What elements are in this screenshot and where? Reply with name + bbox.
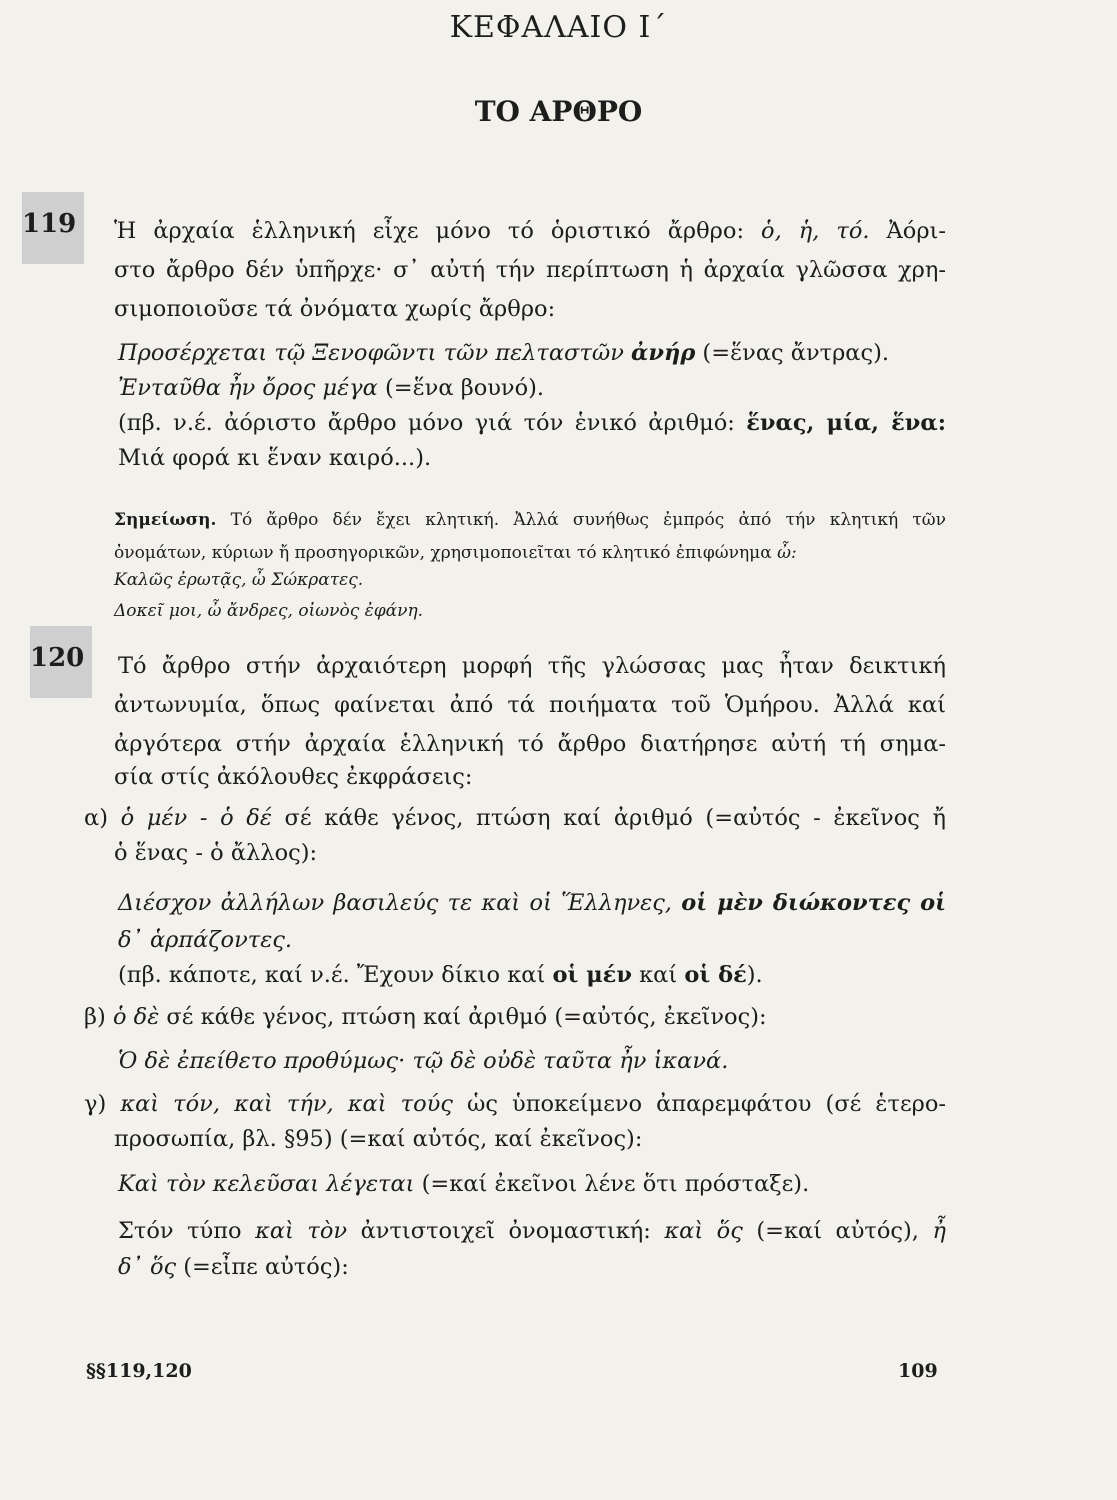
item-a-compare: (πβ. κάποτε, καί ν.έ. Ἔχουν δίκιο καί οἱ μέν καί οἱ δέ). [118,962,763,988]
note-line-1: Σημείωση. Τό ἄρθρο δέν ἔχει κλητική. Ἀλλά συνήθως ἐμπρός ἀπό τήν κλητική τῶν [114,510,946,530]
item-a-example-1: Διέσχον ἀλλήλων βασιλεύς τε καὶ οἱ Ἕλληνες, οἱ μὲν διώκοντες οἱ [118,890,946,916]
sec120-line-2: ἀντωνυμία, ὅπως φαίνεται ἀπό τά ποιήματα τοῦ Ὁμήρου. Ἀλλά καί [114,692,946,718]
sec119-line-1: Ἡ ἀρχαία ἑλληνική εἶχε μόνο τό ὁριστικό ἄρθρο: ὁ, ἡ, τό. Ἀόρι- [114,218,946,244]
sec120-line-1: Τό ἄρθρο στήν ἀρχαιότερη μορφή τῆς γλώσσας μας ἦταν δεικτική [118,653,946,679]
note-line-2: ὀνομάτων, κύριων ἤ προσηγορικῶν, χρησιμοποιεῖται τό κλητικό ἐπιφώνημα ὦ: [114,543,797,563]
sec119-compare-1: (πβ. ν.έ. ἀόριστο ἄρθρο μόνο γιά τόν ἑνικό ἀριθμό: ἕνας, μία, ἕνα: [118,410,946,436]
item-d-line-2: δ᾿ ὅς (=εἶπε αὐτός): [118,1254,349,1280]
item-c-example: Καὶ τὸν κελεῦσαι λέγεται (=καί ἐκεῖνοι λένε ὅτι πρόσταξε). [118,1171,810,1197]
note-example-1: Καλῶς ἐρωτᾷς, ὦ Σώκρατες. [114,570,364,590]
item-c-line-2: προσωπία, βλ. §95) (=καί αὐτός, καί ἐκεῖνος): [114,1126,643,1152]
chapter-title: ΚΕΦΑΛΑΙΟ Ι΄ [449,10,668,45]
item-a-example-2: δ᾿ ἁρπάζοντες. [118,927,293,953]
sec120-line-4: σία στίς ἀκόλουθες ἐκφράσεις: [114,764,473,790]
item-b-example: Ὁ δὲ ἐπείθετο προθύμως· τῷ δὲ οὐδὲ ταῦτα ἦν ἱκανά. [118,1048,729,1074]
sec119-example-1: Προσέρχεται τῷ Ξενοφῶντι τῶν πελταστῶν ἀνήρ (=ἕνας ἄντρας). [118,340,890,366]
item-d-line-1: Στόν τύπο καὶ τὸν ἀντιστοιχεῖ ὀνομαστική: καὶ ὅς (=καί αὐτός), ἦ [118,1218,946,1244]
section-number-119: 119 [22,192,84,264]
page-number: 109 [898,1360,938,1382]
bleed-through-text [150,62,156,86]
note-example-2: Δοκεῖ μοι, ὦ ἄνδρες, οἰωνὸς ἐφάνη. [114,601,424,621]
item-c-line-1: γ) καὶ τόν, καὶ τήν, καὶ τούς ὡς ὑποκείμενο ἀπαρεμφάτου (σέ ἑτερο- [84,1091,946,1117]
sec119-line-3: σιμοποιοῦσε τά ὀνόματα χωρίς ἄρθρο: [114,296,556,322]
sec119-compare-2: Μιά φορά κι ἕναν καιρό...). [118,445,432,471]
sec119-example-2: Ἐνταῦθα ἦν ὄρος μέγα (=ἕνα βουνό). [118,375,545,401]
sec120-line-3: ἀργότερα στήν ἀρχαία ἑλληνική τό ἄρθρο διατήρησε αὐτή τή σημα- [114,731,946,757]
section-number-120: 120 [30,626,92,698]
item-a-line-1: α) ὁ μέν - ὁ δέ σέ κάθε γένος, πτώση καί ἀριθμό (=αὐτός - ἐκεῖνος ἤ [84,805,946,831]
chapter-subtitle: ΤΟ ΑΡΘΡΟ [474,95,643,128]
sec119-line-2: στο ἄρθρο δέν ὑπῆρχε· σ᾿ αὐτή τήν περίπτωση ἡ ἀρχαία γλῶσσα χρη- [114,257,946,283]
item-a-line-2: ὁ ἕνας - ὁ ἄλλος): [114,840,318,866]
footer-section-range: §§119,120 [86,1360,192,1382]
item-b-line: β) ὁ δὲ σέ κάθε γένος, πτώση καί ἀριθμό (=αὐτός, ἐκεῖνος): [84,1004,767,1030]
